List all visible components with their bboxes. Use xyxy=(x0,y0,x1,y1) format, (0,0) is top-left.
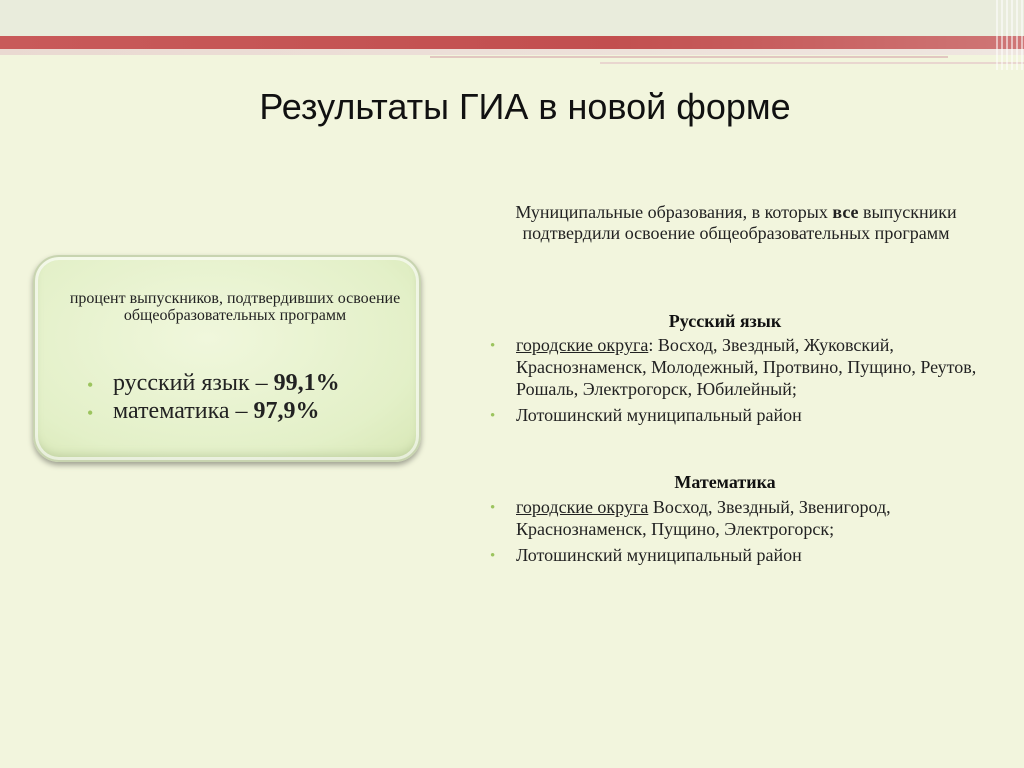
percent-list xyxy=(87,369,340,425)
header-stripe xyxy=(0,36,1024,49)
list-item xyxy=(490,544,990,566)
bullet-icon: • xyxy=(490,338,496,354)
percent-box-heading: процент выпускников, подтвердивших освоение общеобразовательных программ xyxy=(69,290,401,324)
list-item xyxy=(87,369,340,397)
item-text: : Восход, Звездный, Жуковский, Краснознаменск, Молодежный, Протвино, Пущино, Реутов, Рошаль, Электрогорск, Юбилейный; xyxy=(516,335,977,399)
bullet-icon: • xyxy=(87,403,94,423)
item-text: Лотошинский муниципальный район xyxy=(516,545,802,565)
section-title-russian: Русский язык xyxy=(668,311,782,331)
bullet-icon: • xyxy=(490,548,496,564)
subject-value: 97,9% xyxy=(253,398,320,424)
subject-label: математика – xyxy=(113,398,254,424)
list-item xyxy=(490,404,990,426)
header-band xyxy=(0,0,1024,36)
item-text: Лотошинский муниципальный район xyxy=(516,405,802,425)
bullet-icon: • xyxy=(490,408,496,424)
list-item xyxy=(490,334,990,400)
underlined-label: городские округа xyxy=(516,497,649,517)
heading-text: Муниципальные образования, в которых xyxy=(515,202,833,222)
slide-title: Результаты ГИА в новой форме xyxy=(259,86,791,127)
underlined-label: городские округа xyxy=(516,335,649,355)
bullet-icon: • xyxy=(87,375,94,395)
decor-bars xyxy=(996,0,1024,70)
item-text: Восход, Звездный, Звенигород, Краснознаменск, Пущино, Электрогорск; xyxy=(516,497,891,539)
math-list xyxy=(490,496,990,570)
decor-line xyxy=(600,62,1024,64)
header-light-stripe xyxy=(0,49,1024,55)
percent-box xyxy=(33,255,421,462)
russian-list xyxy=(490,334,990,430)
heading-emphasis: все xyxy=(832,202,859,222)
subject-value: 99,1% xyxy=(273,370,340,396)
decor-line xyxy=(430,56,948,58)
municipalities-heading xyxy=(486,202,986,244)
section-title-math: Математика xyxy=(674,472,776,492)
list-item xyxy=(87,397,340,425)
heading-text: выпускники подтвердили освоение общеобразовательных программ xyxy=(522,202,957,243)
subject-label: русский язык – xyxy=(113,370,274,396)
list-item xyxy=(490,496,990,540)
bullet-icon: • xyxy=(490,500,496,516)
